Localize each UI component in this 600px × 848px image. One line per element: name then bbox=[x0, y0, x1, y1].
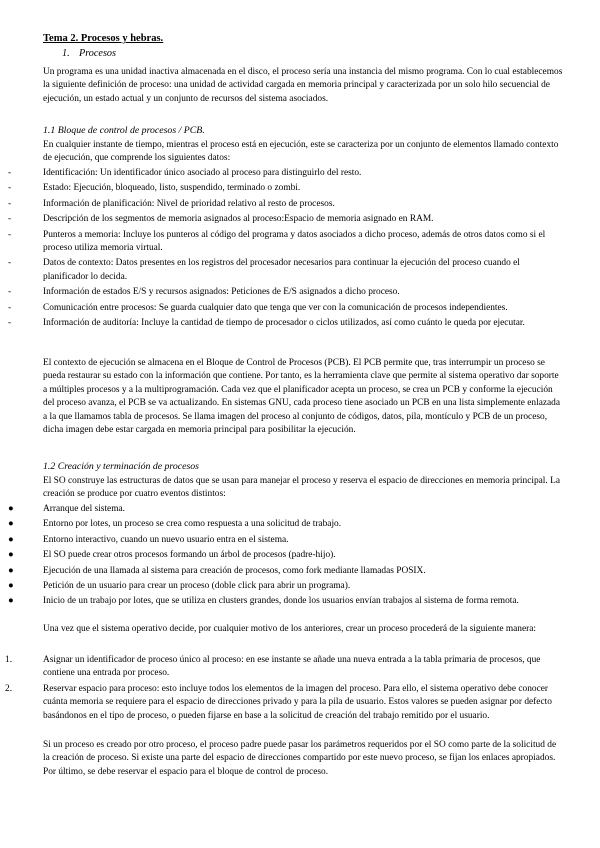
list-item bbox=[0, 503, 563, 516]
list-item bbox=[0, 286, 563, 299]
step-number: 1. bbox=[5, 655, 13, 665]
bullet-marker: ● bbox=[8, 504, 14, 514]
creation-steps-list bbox=[0, 654, 600, 725]
list-item-text: Información de auditoría: Incluye la cantidad de tiempo de procesador o ciclos utilizados, así como cuánto le queda por ejecutar. bbox=[43, 318, 525, 329]
dash-marker: - bbox=[8, 318, 12, 329]
list-item-text: Punteros a memoria: Incluye los punteros al código del programa y datos asociados a dicho proceso, además de otros datos como si el proceso utiliza memoria virtual. bbox=[43, 229, 546, 254]
list-item bbox=[0, 549, 563, 562]
bullet-marker: ● bbox=[8, 519, 14, 530]
pcb-closing-paragraph: El contexto de ejecución se almacena en el Bloque de Control de Procesos (PCB). El PCB permite que, tras interrumpir un proceso se pueda restaurar su estado con la información que contiene. Por tanto, es la herramienta clave que permite al sistema operativo dar soporte a múltiples procesos y a la multiprogramación. Cada vez que el planificador acepta un proceso, se crea un PCB y conforme la ejecución del proceso avanza, el PCB se va actualizando. En sistemas GNU, cada proceso tiene asociado un PCB en una lista simplemente enlazada a la que llamamos tabla de procesos. Se llama imagen del proceso al conjunto de códigos, datos, pila, montículo y PCB de un proceso, dicha imagen debe estar cargada en memoria principal para posibilitar la ejecución. bbox=[43, 358, 561, 436]
list-item-text: Entorno interactivo, cuando un nuevo usuario entra en el sistema. bbox=[43, 534, 289, 545]
list-item bbox=[0, 654, 563, 681]
dash-marker: - bbox=[8, 198, 12, 209]
dash-marker: - bbox=[8, 287, 12, 298]
list-item-text: Petición de un usuario para crear un proceso (doble click para abrir un programa). bbox=[43, 581, 351, 592]
section-1-1-intro: En cualquier instante de tiempo, mientras el proceso está en ejecución, este se caracteriza por un conjunto de elementos llamado contexto de ejecución, que comprende los siguientes datos: bbox=[43, 140, 559, 164]
list-item-text: Estado: Ejecución, bloqueado, listo, suspendido, terminado o zombi. bbox=[43, 183, 301, 194]
list-item-text: Entorno por lotes, un proceso se crea como respuesta a una solicitud de trabajo. bbox=[43, 519, 342, 530]
pcb-data-list bbox=[0, 167, 600, 332]
step-number: 2. bbox=[5, 683, 13, 694]
list-item-text: Datos de contexto: Datos presentes en los registros del procesador necesarios para continuar la ejecución del proceso cuando el planificador lo decida. bbox=[43, 258, 520, 282]
intro-paragraph: Un programa es una unidad inactiva almacenada en el disco, el proceso sería una instancia del mismo programa. Con lo cual establecemos la siguiente definición de proceso: una unidad de actividad cargada en memoria principal y caracterizada por un solo hilo secuencial de ejecución, un estado actual y un conjunto de recursos del sistema asociados. bbox=[43, 67, 563, 104]
list-item bbox=[0, 534, 563, 547]
list-item-text: Información de planificación: Nivel de prioridad relativo al resto de procesos. bbox=[43, 198, 335, 209]
list-item-text: El SO puede crear otros procesos formando un árbol de procesos (padre-hijo). bbox=[43, 550, 336, 561]
subheading-text: Procesos bbox=[79, 48, 116, 59]
creation-steps-intro: Una vez que el sistema operativo decide, por cualquier motivo de los anteriores, crear un proceso procederá de la siguiente manera: bbox=[43, 624, 537, 634]
list-item-text: Asignar un identificador de proceso único al proceso: en ese instante se añade una nueva entrada a la tabla primaria de procesos, que contiene una entrada por proceso. bbox=[43, 655, 541, 679]
section-1-2-heading: 1.2 Creación y terminación de procesos bbox=[43, 461, 199, 472]
bullet-marker: ● bbox=[8, 534, 14, 545]
bullet-marker: ● bbox=[8, 550, 14, 561]
list-item-text: Arranque del sistema. bbox=[43, 504, 126, 514]
document-title: Tema 2. Procesos y hebras. bbox=[43, 33, 164, 44]
bullet-marker: ● bbox=[8, 596, 14, 607]
list-item bbox=[0, 565, 563, 578]
dash-marker: - bbox=[8, 183, 12, 194]
creation-events-list bbox=[0, 503, 600, 611]
list-item-text: Comunicación entre procesos: Se guarda cualquier dato que tenga que ver con la comunicación de procesos independientes. bbox=[43, 302, 508, 313]
list-item bbox=[0, 302, 563, 315]
list-item bbox=[0, 182, 563, 195]
list-item bbox=[0, 229, 563, 256]
list-item bbox=[0, 595, 563, 608]
list-item bbox=[0, 213, 563, 226]
list-item-text: Información de estados E/S y recursos asignados: Peticiones de E/S asignados a dicho proceso. bbox=[43, 287, 400, 298]
list-item-text: Reservar espacio para proceso: esto incluye todos los elementos de la imagen del proceso. Para ello, el sistema operativo debe conocer cuánta memoria se requiere para el espacio de direcciones privado y para la pila de usuario. Estos valores se pueden asignar por defecto basándonos en el tipo de proceso, o pueden fijarse en base a la solicitud de creación del trabajo remitido por el usuario. bbox=[43, 683, 552, 721]
list-item bbox=[0, 167, 563, 180]
list-item bbox=[0, 198, 563, 211]
list-item bbox=[0, 580, 563, 593]
subheading-procesos bbox=[62, 48, 116, 59]
list-item bbox=[0, 257, 563, 284]
dash-marker: - bbox=[8, 229, 12, 240]
section-1-2-intro: El SO construye las estructuras de datos que se usan para manejar el proceso y reserva el espacio de direcciones en memoria principal. La creación se produce por cuatro eventos distintos: bbox=[43, 476, 560, 500]
list-item-text: Identificación: Un identificador único asociado al proceso para distinguirlo del resto. bbox=[43, 168, 362, 178]
final-paragraph: Si un proceso es creado por otro proceso, el proceso padre puede pasar los parámetros requeridos por el SO como parte de la solicitud de la creación de proceso. Si existe una parte del espacio de direcciones compartido por este nuevo proceso, se fijan los enlaces apropiados. Por último, se debe reservar el espacio para el bloque de control de proceso. bbox=[43, 740, 557, 777]
list-item bbox=[0, 683, 563, 723]
dash-marker: - bbox=[8, 258, 12, 269]
list-item-text: Ejecución de una llamada al sistema para creación de procesos, como fork mediante llamadas POSIX. bbox=[43, 565, 426, 576]
bullet-marker: ● bbox=[8, 581, 14, 592]
section-1-1-heading: 1.1 Bloque de control de procesos / PCB. bbox=[43, 125, 205, 136]
subheading-number: 1. bbox=[62, 48, 70, 59]
list-item bbox=[0, 317, 563, 330]
dash-marker: - bbox=[8, 302, 12, 313]
list-item-text: Descripción de los segmentos de memoria asignados al proceso:Espacio de memoria asignado en RAM. bbox=[43, 214, 434, 225]
list-item bbox=[0, 518, 563, 531]
list-item-text: Inicio de un trabajo por lotes, que se utiliza en clusters grandes, donde los usuarios envían trabajos al sistema de forma remota. bbox=[43, 596, 519, 607]
dash-marker: - bbox=[8, 214, 12, 225]
bullet-marker: ● bbox=[8, 565, 14, 576]
dash-marker: - bbox=[8, 168, 12, 178]
